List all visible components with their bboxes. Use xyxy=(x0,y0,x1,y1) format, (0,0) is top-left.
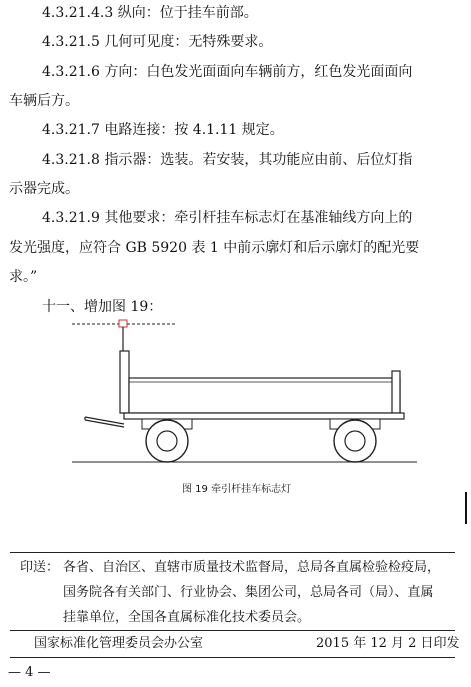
chassis xyxy=(124,413,404,419)
para-4-3-21-9-cont1: 发光强度，应符合 GB 5920 表 1 中前示廓灯和后示廓灯的配光要 xyxy=(9,240,420,256)
para-4-3-21-4-3: 4.3.21.4.3 纵向：位于挂车前部。 xyxy=(42,5,258,21)
trailer-figure xyxy=(72,316,417,476)
figure-caption: 图 19 牵引杆挂车标志灯 xyxy=(182,484,292,495)
para-4-3-21-6-cont: 车辆后方。 xyxy=(9,93,79,109)
para-4-3-21-8-cont: 示器完成。 xyxy=(9,181,79,197)
bottom-rule xyxy=(10,657,455,658)
para-4-3-21-8: 4.3.21.8 指示器：选装。若安装，其功能应由前、后位灯指 xyxy=(42,152,413,168)
margin-bar xyxy=(465,492,467,524)
para-4-3-21-5: 4.3.21.5 几何可见度：无特殊要求。 xyxy=(42,34,273,50)
rear-post xyxy=(392,371,400,413)
page-number: — 4 — xyxy=(8,665,51,680)
para-4-3-21-9-cont2: 求。” xyxy=(9,269,38,285)
para-4-3-21-9: 4.3.21.9 其他要求：牵引杆挂车标志灯在基准轴线方向上的 xyxy=(42,210,413,226)
para-4-3-21-7: 4.3.21.7 电路连接：按 4.1.11 规定。 xyxy=(42,122,284,138)
middle-rule xyxy=(10,630,455,631)
cargo-box xyxy=(129,378,400,413)
para-4-3-21-6: 4.3.21.6 方向：白色发光面面向车辆前方，红色发光面面向 xyxy=(42,64,413,80)
front-post xyxy=(120,351,129,413)
distribution-line-2: 国务院各有关部门、行业协会、集团公司，总局各司（局）、直属 xyxy=(63,585,434,600)
distribution-line-1: 各省、自治区、直辖市质量技术监督局，总局各直属检验检疫局， xyxy=(63,560,441,575)
distribution-label: 印送： xyxy=(20,560,60,575)
marker-lamp-icon xyxy=(119,320,127,327)
issue-date: 2015 年 12 月 2 日印发 xyxy=(316,636,460,651)
section-heading: 十一、增加图 19： xyxy=(42,299,163,315)
top-rule xyxy=(10,552,455,553)
issuer: 国家标准化管理委员会办公室 xyxy=(34,636,204,651)
distribution-line-3: 挂靠单位，全国各直属标准化技术委员会。 xyxy=(63,610,311,625)
